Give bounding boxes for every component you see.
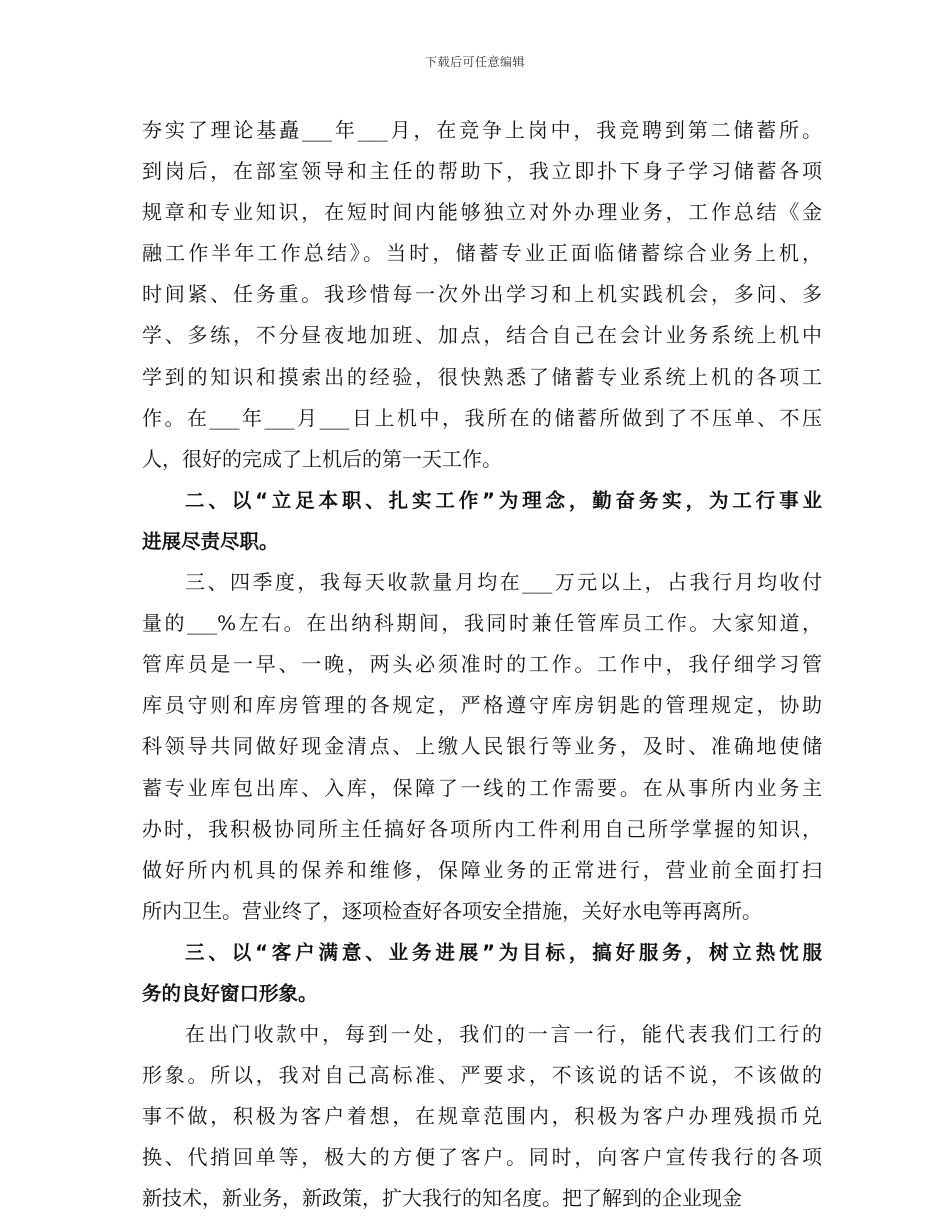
text-line: 时间紧、任务重。我珍惜每一次外出学习和上机实践机会，多问、多 [142,282,822,307]
text-line: 事不做，积极为客户着想，在规章范围内，积极为客户办理残损币兑 [142,1104,822,1129]
section-heading [142,932,822,1014]
document-body [142,110,822,1220]
text-line: 作。在___年___月___日上机中，我所在的储蓄所做到了不压单、不压 [142,405,822,430]
text-line: 学到的知识和摸索出的经验，很快熟悉了储蓄专业系统上机的各项工 [142,364,822,389]
text-line: 规章和专业知识，在短时间内能够独立对外办理业务，工作总结《金 [142,200,822,225]
body-paragraph [142,1014,822,1219]
body-paragraph [142,110,822,480]
section-heading [142,480,822,562]
heading-line: 进展尽责尽职。 [142,529,279,553]
heading-line: 三、以“客户满意、业务进展”为目标，搞好服务，树立热忱服 [185,940,822,964]
heading-line: 务的良好窗口形象。 [142,981,318,1005]
text-line: 做好所内机具的保养和维修，保障业务的正常进行，营业前全面打扫 [142,857,822,882]
body-paragraph [142,562,822,932]
text-line: 蓄专业库包出库、入库，保障了一线的工作需要。在从事所内业务主 [142,775,822,800]
text-line: 形象。所以，我对自己高标准、严要求，不该说的话不说，不该做的 [142,1063,822,1088]
text-line: 科领导共同做好现金清点、上缴人民银行等业务，及时、准确地使储 [142,734,822,759]
page-header: 下载后可任意编辑 [424,55,525,69]
text-line: 换、代捎回单等，极大的方便了客户。同时，向客户宣传我行的各项 [142,1145,822,1170]
text-line: 量的___%左右。在出纳科期间，我同时兼任管库员工作。大家知道， [142,611,822,636]
heading-line: 二、以“立足本职、扎实工作”为理念，勤奋务实，为工行事业 [185,488,822,512]
text-line: 在出门收款中，每到一处，我们的一言一行，能代表我们工行的 [185,1022,822,1047]
text-line: 到岗后，在部室领导和主任的帮助下，我立即扑下身子学习储蓄各项 [142,159,822,184]
text-line: 融工作半年工作总结》。当时，储蓄专业正面临储蓄综合业务上机， [142,241,822,266]
text-line: 学、多练，不分昼夜地加班、加点，结合自己在会计业务系统上机中 [142,323,822,348]
text-line: 新技术，新业务，新政策，扩大我行的知名度。把了解到的企业现金 [142,1186,742,1211]
text-line: 管库员是一早、一晚，两头必须准时的工作。工作中，我仔细学习管 [142,652,822,677]
text-line: 库员守则和库房管理的各规定，严格遵守库房钥匙的管理规定，协助 [142,693,822,718]
text-line: 所内卫生。营业终了，逐项检查好各项安全措施，关好水电等再离所。 [142,898,762,923]
text-line: 三、四季度，我每天收款量月均在___万元以上，占我行月均收付 [185,570,822,595]
text-line: 人，很好的完成了上机后的第一天工作。 [142,446,502,471]
text-line: 夯实了理论基矗___年___月，在竞争上岗中，我竞聘到第二储蓄所。 [142,118,822,142]
text-line: 办时，我积极协同所主任搞好各项所内工件利用自己所学掌握的知识， [142,816,822,841]
